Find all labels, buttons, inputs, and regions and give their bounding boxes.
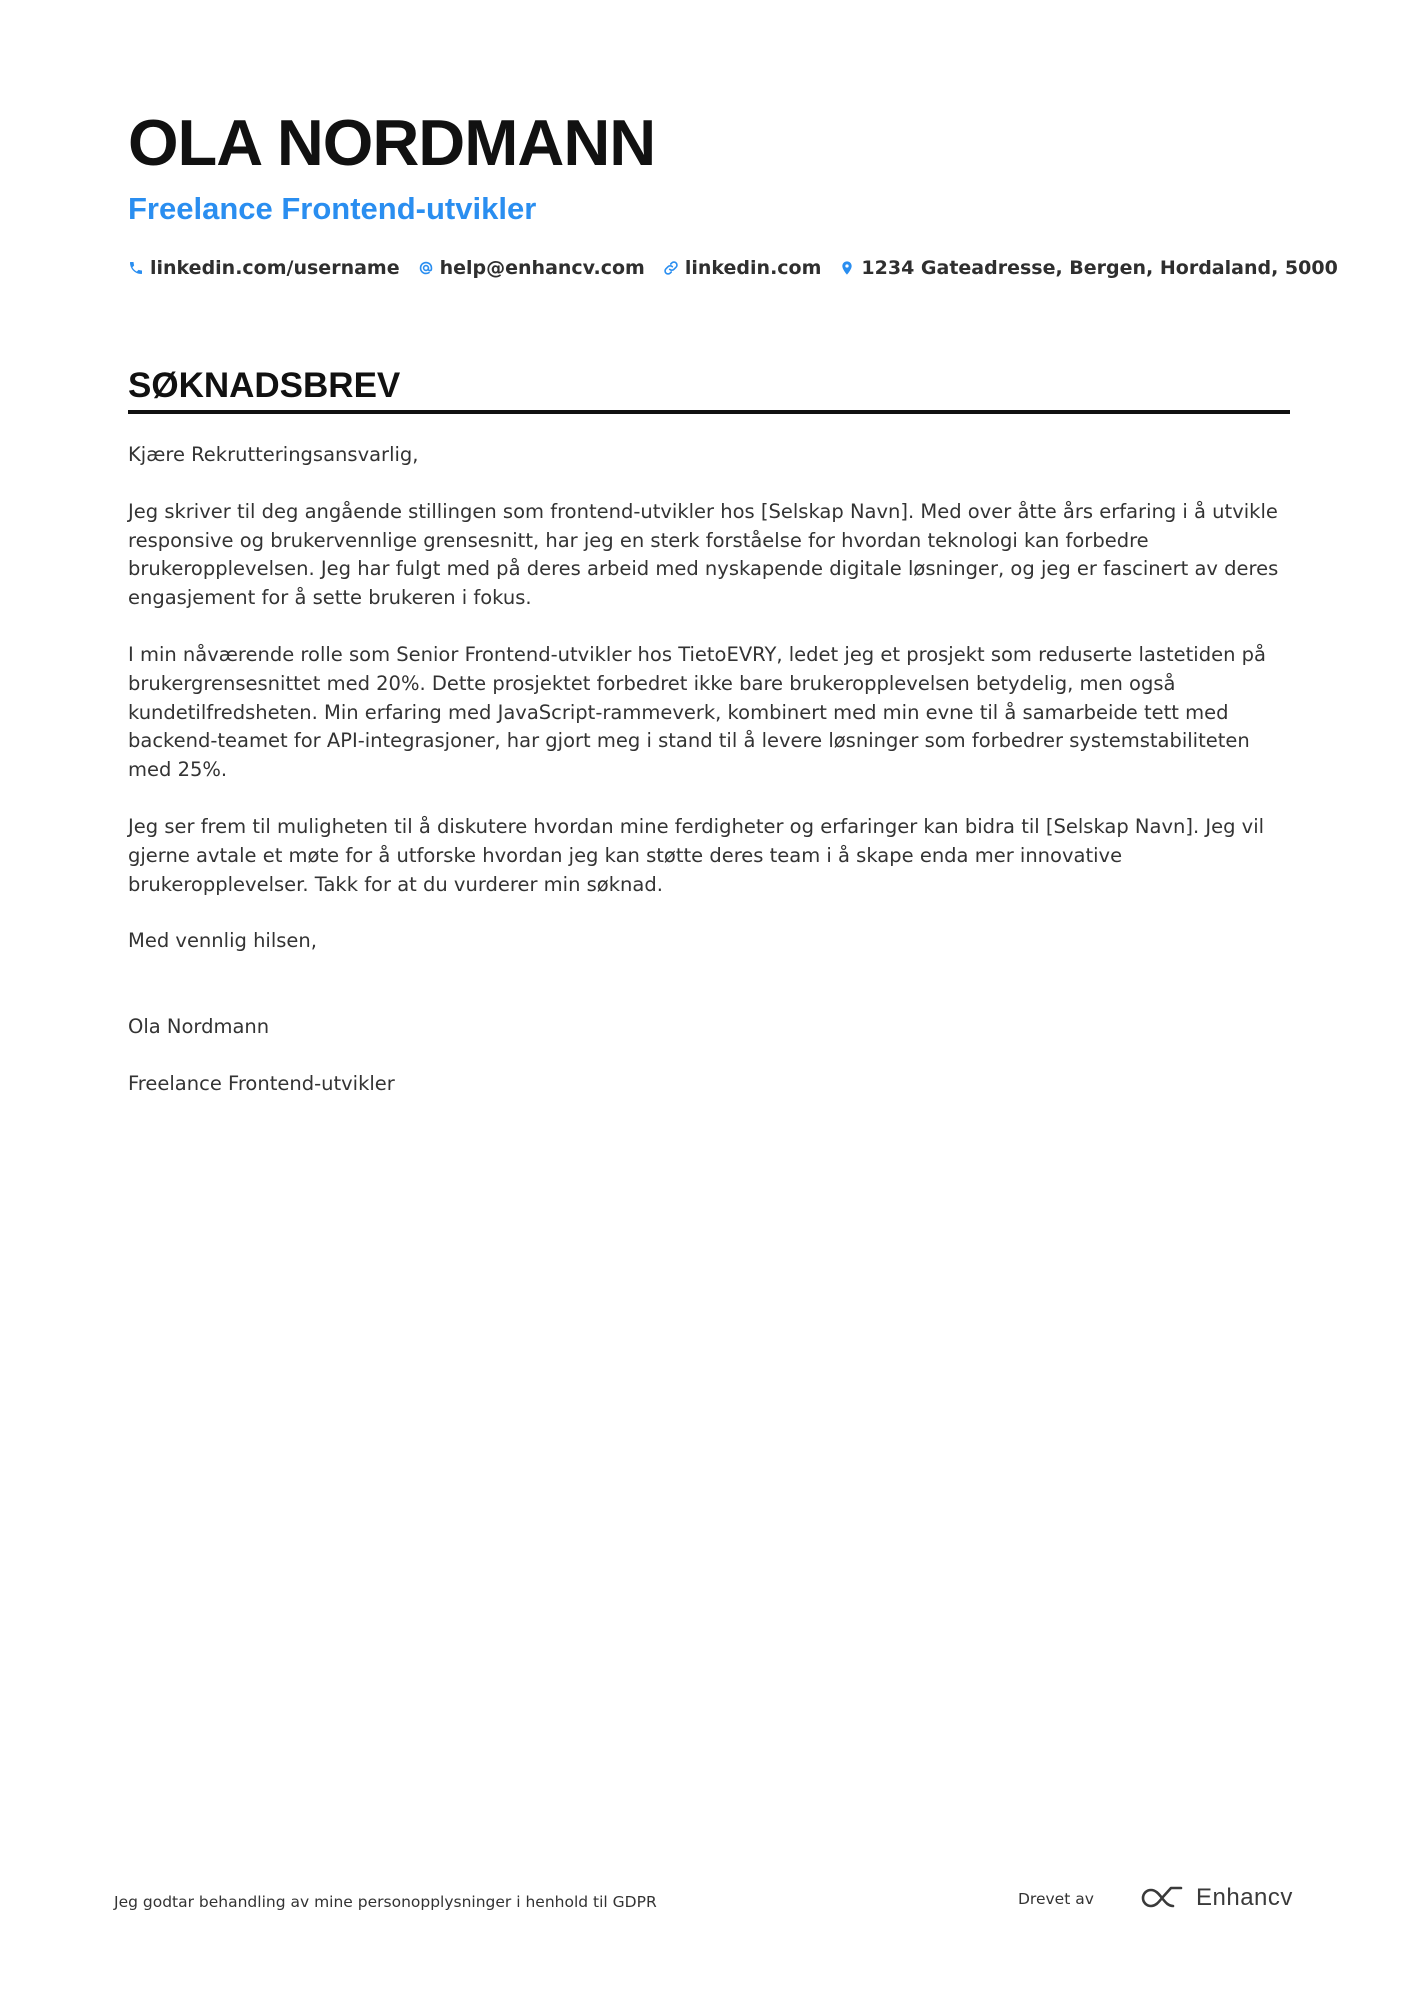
contact-bar — [128, 255, 1356, 281]
applicant-headline: Freelance Frontend-utvikler — [128, 191, 537, 226]
section-divider — [128, 410, 1290, 414]
contact-website-text: linkedin.com — [684, 257, 822, 279]
letter-greeting: Kjære Rekrutteringsansvarlig, — [128, 443, 419, 466]
letter-paragraph: Jeg ser frem til muligheten til å diskutere hvordan mine ferdigheter og erfaringer kan bidra til [Selskap Navn]. Jeg vil gjerne avtale et møte for å utforske hvordan jeg kan støtte deres team i å skape enda mer innovative brukeropplevelser. Takk for at du vurderer min søknad. — [128, 814, 1265, 896]
enhancv-logo-icon — [1138, 1884, 1186, 1912]
contact-phone-text: linkedin.com/username — [150, 257, 400, 279]
signature-title: Freelance Frontend-utvikler — [128, 1071, 395, 1095]
at-icon — [418, 260, 434, 276]
letter-body — [128, 441, 1290, 1099]
contact-website[interactable] — [663, 257, 822, 279]
contact-email[interactable] — [418, 257, 645, 279]
powered-by-label: Drevet av — [1018, 1890, 1094, 1908]
applicant-name: OLA NORDMANN — [128, 106, 656, 179]
contact-phone[interactable] — [128, 257, 400, 279]
letter-paragraph: Jeg skriver til deg angående stillingen som frontend-utvikler hos [Selskap Navn]. Med over åtte års erfaring i å utvikle responsive og brukervennlige grensesnitt, har jeg en sterk forståelse for hvordan teknologi kan forbedre brukeropplevelsen. Jeg har fulgt med på deres arbeid med nyskapende digitale løsninger, og jeg er fascinert av deres engasjement for å sette brukeren i fokus. — [128, 499, 1279, 610]
section-title: SØKNADSBREV — [128, 366, 401, 405]
contact-address-text: 1234 Gateadresse, Bergen, Hordaland, 5000 — [861, 257, 1338, 279]
link-icon — [663, 260, 679, 276]
contact-email-text: help@enhancv.com — [439, 257, 645, 279]
letter-closing: Med vennlig hilsen, — [128, 929, 317, 953]
enhancv-brand[interactable] — [1138, 1880, 1293, 1916]
letter-paragraph: I min nåværende rolle som Senior Frontend-utvikler hos TietoEVRY, ledet jeg et prosjekt som reduserte lastetiden på brukergrensesnittet med 20%. Dette prosjektet forbedret ikke bare brukeropplevelsen betydelig, men også kundetilfredsheten. Min erfaring med JavaScript-rammeverk, kombinert med min evne til å samarbeide tett med backend-teamet for API-integrasjoner, har gjort meg i stand til å levere løsninger som forbedrer systemstabiliteten med 25%. — [128, 642, 1266, 782]
brand-name: Enhancv — [1196, 1884, 1293, 1911]
contact-address — [839, 257, 1337, 279]
location-pin-icon — [839, 260, 855, 276]
signature-name: Ola Nordmann — [128, 1015, 270, 1039]
gdpr-note: Jeg godtar behandling av mine personopplysninger i henhold til GDPR — [114, 1893, 657, 1911]
phone-icon — [128, 260, 144, 276]
